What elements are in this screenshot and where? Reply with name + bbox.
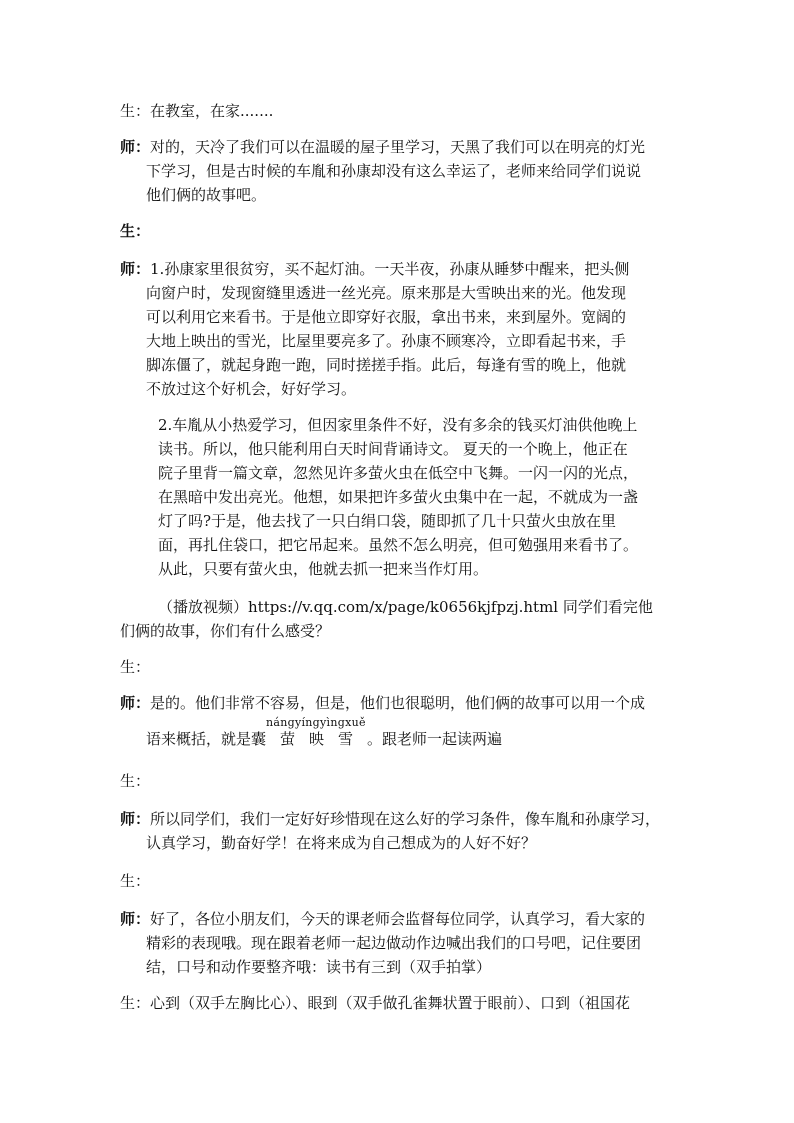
speaker-teacher: 师： — [120, 810, 151, 828]
line-student-3: 生： — [120, 658, 151, 676]
story1-line-3: 可以利用它来看书。于是他立即穿好衣服，拿出书来，来到屋外。宽阔的 — [146, 308, 627, 326]
teacher-text: 对的，天冷了我们可以在温暖的屋子里学习，天黑了我们可以在明亮的灯光 — [150, 138, 646, 156]
line-teacher-4 — [120, 808, 660, 830]
line-teacher-1 — [120, 136, 645, 158]
teacher-text: 好了，各位小朋友们，今天的课老师会监督每位同学，认真学习，看大家的 — [150, 910, 646, 928]
story2-line-3: 院子里背一篇文章，忽然见许多萤火虫在低空中飞舞。一闪一闪的光点， — [158, 464, 639, 482]
idiom-line — [146, 728, 502, 750]
line-teacher-1c: 他们俩的故事吧。 — [146, 186, 267, 204]
line-teacher-2 — [120, 258, 629, 280]
story2-line-5: 灯了吗?于是，他去找了一只白绢口袋，随即抓了几十只萤火虫放在里 — [158, 512, 617, 530]
story2-line-1: 2.车胤从小热爱学习，但因家里条件不好，没有多余的钱买灯油供他晚上 — [158, 416, 638, 434]
speaker-teacher: 师： — [120, 694, 151, 712]
story1-line-2: 向窗户时，发现窗缝里透进一丝光亮。原来那是大雪映出来的光。他发现 — [146, 284, 627, 302]
video-line: （播放视频）https://v.qq.com/x/page/k0656kjfpzj.html 同学们看完他 — [158, 598, 653, 616]
story1-line-6: 不放过这个好机会，好好学习。 — [146, 380, 357, 398]
line-teacher-5c: 结，口号和动作要整齐哦：读书有三到（双手拍掌） — [146, 958, 492, 976]
line-teacher-3 — [120, 692, 645, 714]
line-student-5: 生： — [120, 872, 151, 890]
line-student-4: 生： — [120, 772, 151, 790]
line-student-2: 生： — [120, 222, 151, 240]
line-teacher-1b: 下学习，但是古时候的车胤和孙康却没有这么幸运了，老师来给同学们说说 — [146, 162, 642, 180]
story2-line-6: 面，再扎住袋口，把它吊起来。虽然不怎么明亮，但可勉强用来看书了。 — [158, 536, 639, 554]
speaker-teacher: 师： — [120, 910, 151, 928]
story2-line-4: 在黑暗中发出亮光。他想，如果把许多萤火虫集中在一起，不就成为一盏 — [158, 488, 639, 506]
idiom-intro: 语来概括，就是 — [146, 730, 252, 748]
line-teacher-5b: 精彩的表现哦。现在跟着老师一起边做动作边喊出我们的口号吧，记住要团 — [146, 934, 642, 952]
line-teacher-5 — [120, 908, 645, 930]
story1-line-5: 脚冻僵了，就起身跑一跑，同时搓搓手指。此后，每逢有雪的晚上，他就 — [146, 356, 627, 374]
line-student-1: 生：在教室，在家....... — [120, 102, 274, 120]
story1-line-4: 大地上映出的雪光，比屋里要亮多了。孙康不顾寒冷，立即看起书来，手 — [146, 332, 627, 350]
teacher-text: 1.孙康家里很贫穷，买不起灯油。一天半夜，孙康从睡梦中醒来，把头侧 — [150, 260, 630, 278]
teacher-text: 所以同学们，我们一定好好珍惜现在这么好的学习条件，像车胤和孙康学习， — [150, 810, 661, 828]
idiom-text: 囊萤映雪 — [251, 730, 368, 748]
teacher-text: 是的。他们非常不容易，但是，他们也很聪明，他们俩的故事可以用一个成 — [150, 694, 646, 712]
pinyin-annotation: nángyíngyìngxuě — [266, 716, 366, 729]
story2-line-2: 读书。所以，他只能利用白天时间背诵诗文。 夏天的一个晚上，他正在 — [158, 440, 628, 458]
line-student-6: 生：心到（双手左胸比心）、眼到（双手做孔雀舞状置于眼前）、口到（祖国花 — [120, 994, 631, 1012]
video-line-2: 们俩的故事，你们有什么感受？ — [120, 622, 331, 640]
idiom-outro: 。跟老师一起读两遍 — [367, 730, 503, 748]
speaker-teacher: 师： — [120, 260, 151, 278]
line-teacher-4b: 认真学习，勤奋好学！在将来成为自己想成为的人好不好？ — [146, 834, 537, 852]
speaker-teacher: 师： — [120, 138, 151, 156]
story2-line-7: 从此，只要有萤火虫，他就去抓一把来当作灯用。 — [158, 560, 489, 578]
